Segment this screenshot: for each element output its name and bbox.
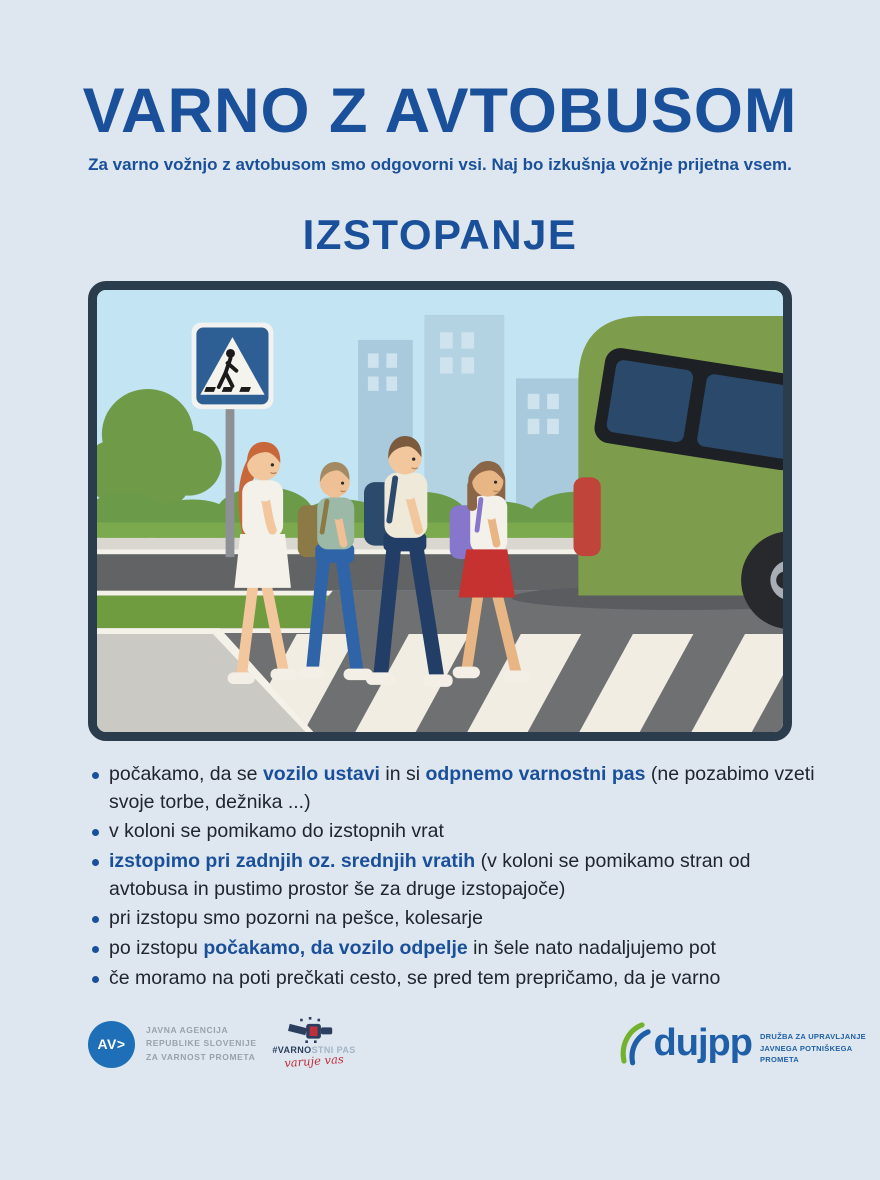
footer-logos (0, 1015, 880, 1087)
poster-title: VARNO Z AVTOBUSOM (82, 76, 798, 146)
list-item: izstopimo pri zadnjih oz. srednjih vratih (v koloni se pomikamo stran od avtobusa in pustimo prostor še za druge izstopajoče) (88, 848, 816, 903)
dujpp-logo-text: DRUŽBA ZA UPRAVLJANJE JAVNEGA POTNIŠKEGA PROMETA (759, 1032, 866, 1065)
list-item: v koloni se pomikamo do izstopnih vrat (88, 818, 816, 846)
list-item: pri izstopu smo pozorni na pešce, kolesarje (88, 905, 816, 933)
seatbelt-icon (285, 1017, 343, 1043)
avp-logo-text: JAVNA AGENCIJA REPUBLIKE SLOVENIJE ZA VARNOST PROMETA (146, 1025, 257, 1062)
safety-bullet-list (88, 761, 816, 993)
illustration-frame (88, 281, 792, 741)
bus-crossing-illustration (97, 290, 783, 732)
list-item: počakamo, da se vozilo ustavi in si odpnemo varnostni pas (ne pozabimo vzeti svoje torbe, dežnika ...) (88, 761, 816, 816)
avp-logo (88, 1021, 257, 1068)
section-title: IZSTOPANJE (302, 211, 578, 258)
bus-tail-light (573, 477, 600, 556)
seatbelt-logo (262, 1017, 366, 1068)
list-item: po izstopu počakamo, da vozilo odpelje in šele nato nadaljujemo pot (88, 935, 816, 963)
dujpp-wordmark: dujpp (653, 1021, 752, 1064)
dujpp-logo (618, 1019, 880, 1067)
dujpp-arcs-icon (618, 1019, 658, 1067)
avp-monogram: AV> (97, 1036, 126, 1052)
seatbelt-logo-script: varuje vas (283, 1051, 345, 1070)
list-item: če moramo na poti prečkati cesto, se pred tem prepričamo, da je varno (88, 965, 816, 993)
seatbelt-logo-text: #VARNOSTNI PAS (272, 1044, 356, 1055)
poster-subtitle: Za varno vožnjo z avtobusom smo odgovorni vsi. Naj bo izkušnja vožnje prijetna vsem. (88, 155, 792, 174)
avp-logo-icon (88, 1021, 135, 1068)
poster (0, 76, 880, 1180)
